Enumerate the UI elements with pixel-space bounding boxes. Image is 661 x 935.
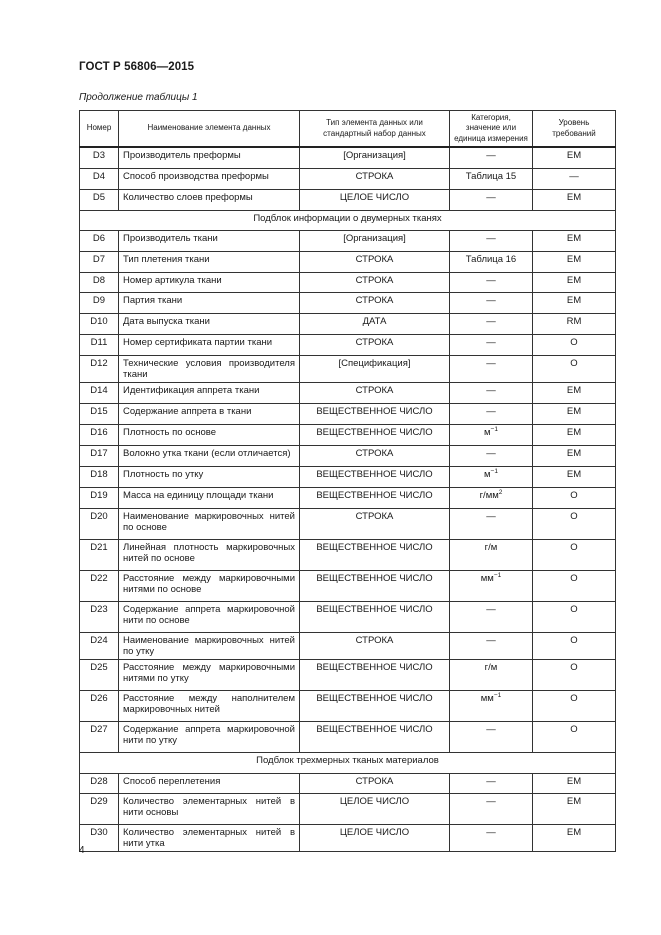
cell-category	[450, 721, 533, 752]
cell-level: EM	[533, 773, 616, 793]
category-value: —	[486, 447, 496, 459]
cell-name: Количество элементарных нитей в нити утка	[119, 824, 300, 851]
data-elements-table	[79, 110, 616, 852]
table-row	[80, 466, 616, 487]
cell-name: Масса на единицу площади ткани	[119, 487, 300, 508]
cell-name: Содержание аппрета в ткани	[119, 403, 300, 424]
category-value: г/мм	[479, 489, 499, 501]
cell-level: EM	[533, 189, 616, 210]
cell-name: Тип плетения ткани	[119, 251, 300, 272]
cell-level: EM	[533, 824, 616, 851]
table-row	[80, 424, 616, 445]
cell-category	[450, 601, 533, 632]
cell-level: O	[533, 487, 616, 508]
cell-type: СТРОКА	[300, 168, 450, 189]
cell-type: ДАТА	[300, 313, 450, 334]
cell-number: D9	[80, 292, 119, 313]
cell-type: ВЕЩЕСТВЕННОЕ ЧИСЛО	[300, 659, 450, 690]
cell-name: Номер артикула ткани	[119, 272, 300, 292]
column-header-level: Уровень требований	[533, 111, 616, 148]
category-value: мм	[480, 572, 494, 584]
cell-category	[450, 382, 533, 403]
cell-category	[450, 487, 533, 508]
cell-name: Номер сертификата партии ткани	[119, 334, 300, 355]
cell-type: СТРОКА	[300, 508, 450, 539]
cell-type: СТРОКА	[300, 272, 450, 292]
category-value: —	[486, 384, 496, 396]
cell-type: ВЕЩЕСТВЕННОЕ ЧИСЛО	[300, 424, 450, 445]
cell-number: D24	[80, 632, 119, 659]
table-row	[80, 690, 616, 721]
category-value: Таблица 15	[465, 170, 517, 182]
table-row	[80, 793, 616, 824]
table-row	[80, 487, 616, 508]
cell-number: D15	[80, 403, 119, 424]
table-row	[80, 773, 616, 793]
table-row	[80, 230, 616, 251]
category-value: —	[486, 405, 496, 417]
cell-number: D23	[80, 601, 119, 632]
cell-category	[450, 168, 533, 189]
table-row	[80, 721, 616, 752]
column-header-category: Категория, значение или единица измерения	[450, 111, 533, 148]
cell-type: ВЕЩЕСТВЕННОЕ ЧИСЛО	[300, 570, 450, 601]
cell-name: Расстояние между наполнителем маркировочных нитей	[119, 690, 300, 721]
cell-category	[450, 539, 533, 570]
category-value: Таблица 16	[465, 253, 517, 265]
cell-type: ВЕЩЕСТВЕННОЕ ЧИСЛО	[300, 403, 450, 424]
cell-type: [Спецификация]	[300, 355, 450, 382]
table-row	[80, 147, 616, 168]
cell-type: СТРОКА	[300, 632, 450, 659]
table-row	[80, 659, 616, 690]
cell-category	[450, 508, 533, 539]
cell-name: Наименование маркировочных нитей по утку	[119, 632, 300, 659]
cell-level: EM	[533, 147, 616, 168]
cell-type: СТРОКА	[300, 445, 450, 466]
cell-type: ВЕЩЕСТВЕННОЕ ЧИСЛО	[300, 466, 450, 487]
cell-number: D11	[80, 334, 119, 355]
table-row	[80, 334, 616, 355]
cell-number: D18	[80, 466, 119, 487]
cell-level: O	[533, 334, 616, 355]
cell-number: D17	[80, 445, 119, 466]
table-row	[80, 355, 616, 382]
table-row	[80, 168, 616, 189]
cell-type: СТРОКА	[300, 292, 450, 313]
cell-type: ВЕЩЕСТВЕННОЕ ЧИСЛО	[300, 690, 450, 721]
table-row	[80, 570, 616, 601]
unit-exponent: 2	[498, 488, 503, 496]
page-number: 4	[79, 845, 85, 856]
cell-type: [Организация]	[300, 230, 450, 251]
table-row	[80, 313, 616, 334]
cell-level: O	[533, 632, 616, 659]
cell-type: СТРОКА	[300, 251, 450, 272]
cell-level: O	[533, 570, 616, 601]
cell-category	[450, 272, 533, 292]
table-row	[80, 382, 616, 403]
category-value: —	[486, 634, 496, 646]
category-value: м	[484, 426, 491, 438]
cell-type: СТРОКА	[300, 382, 450, 403]
cell-number: D26	[80, 690, 119, 721]
cell-category	[450, 292, 533, 313]
cell-type: ВЕЩЕСТВЕННОЕ ЧИСЛО	[300, 487, 450, 508]
cell-number: D21	[80, 539, 119, 570]
cell-category	[450, 773, 533, 793]
cell-level: EM	[533, 424, 616, 445]
category-value: —	[486, 826, 496, 838]
category-value: —	[486, 336, 496, 348]
category-value: мм	[480, 692, 494, 704]
cell-type: ВЕЩЕСТВЕННОЕ ЧИСЛО	[300, 721, 450, 752]
column-header-number: Номер	[80, 111, 119, 148]
cell-name: Наименование маркировочных нитей по основе	[119, 508, 300, 539]
category-value: м	[484, 468, 491, 480]
cell-level: EM	[533, 230, 616, 251]
cell-name: Количество элементарных нитей в нити основы	[119, 793, 300, 824]
cell-level: O	[533, 601, 616, 632]
cell-name: Расстояние между маркировочными нитями по основе	[119, 570, 300, 601]
cell-number: D22	[80, 570, 119, 601]
cell-name: Способ переплетения	[119, 773, 300, 793]
cell-category	[450, 403, 533, 424]
cell-level: EM	[533, 382, 616, 403]
cell-level: EM	[533, 445, 616, 466]
column-header-type: Тип элемента данных или стандартный набор данных	[300, 111, 450, 148]
table-row	[80, 272, 616, 292]
section-title: Подблок трехмерных тканых материалов	[80, 752, 616, 773]
cell-category	[450, 355, 533, 382]
cell-category	[450, 570, 533, 601]
cell-number: D3	[80, 147, 119, 168]
cell-number: D25	[80, 659, 119, 690]
cell-level: O	[533, 721, 616, 752]
table-row	[80, 403, 616, 424]
table-body	[80, 147, 616, 851]
cell-level: O	[533, 355, 616, 382]
cell-level: O	[533, 690, 616, 721]
cell-number: D4	[80, 168, 119, 189]
cell-number: D30	[80, 824, 119, 851]
cell-number: D12	[80, 355, 119, 382]
cell-name: Партия ткани	[119, 292, 300, 313]
cell-category	[450, 793, 533, 824]
cell-category	[450, 445, 533, 466]
cell-name: Способ производства преформы	[119, 168, 300, 189]
table-row	[80, 292, 616, 313]
cell-category	[450, 824, 533, 851]
cell-level: O	[533, 659, 616, 690]
cell-name: Плотность по утку	[119, 466, 300, 487]
table-row	[80, 539, 616, 570]
cell-number: D14	[80, 382, 119, 403]
category-value: —	[486, 294, 496, 306]
cell-category	[450, 690, 533, 721]
cell-number: D28	[80, 773, 119, 793]
cell-category	[450, 189, 533, 210]
table-row	[80, 632, 616, 659]
cell-type: СТРОКА	[300, 334, 450, 355]
table-row	[80, 251, 616, 272]
table-header-row	[80, 111, 616, 148]
table-row	[80, 508, 616, 539]
cell-type: ЦЕЛОЕ ЧИСЛО	[300, 189, 450, 210]
table-continuation-caption: Продолжение таблицы 1	[79, 92, 198, 103]
column-header-name: Наименование элемента данных	[119, 111, 300, 148]
cell-category	[450, 632, 533, 659]
cell-level: RM	[533, 313, 616, 334]
cell-level: —	[533, 168, 616, 189]
table-row	[80, 445, 616, 466]
category-value: —	[486, 603, 496, 615]
cell-level: O	[533, 508, 616, 539]
table-section-row	[80, 210, 616, 230]
cell-level: EM	[533, 272, 616, 292]
category-value: —	[486, 723, 496, 735]
cell-category	[450, 147, 533, 168]
cell-type: ВЕЩЕСТВЕННОЕ ЧИСЛО	[300, 601, 450, 632]
cell-name: Расстояние между маркировочными нитями по утку	[119, 659, 300, 690]
category-value: —	[486, 315, 496, 327]
cell-level: EM	[533, 251, 616, 272]
category-value: г/м	[484, 541, 498, 553]
cell-category	[450, 251, 533, 272]
cell-name: Содержание аппрета маркировочной нити по утку	[119, 721, 300, 752]
category-value: —	[486, 274, 496, 286]
cell-name: Содержание аппрета маркировочной нити по основе	[119, 601, 300, 632]
unit-exponent: −1	[493, 571, 502, 579]
cell-number: D16	[80, 424, 119, 445]
cell-number: D20	[80, 508, 119, 539]
category-value: —	[486, 150, 496, 161]
cell-number: D5	[80, 189, 119, 210]
cell-name: Производитель преформы	[119, 147, 300, 168]
cell-name: Количество слоев преформы	[119, 189, 300, 210]
category-value: г/м	[484, 661, 498, 673]
cell-level: EM	[533, 793, 616, 824]
cell-category	[450, 659, 533, 690]
category-value: —	[486, 191, 496, 203]
category-value: —	[486, 510, 496, 522]
category-value: —	[486, 357, 496, 369]
table-row	[80, 189, 616, 210]
cell-level: EM	[533, 466, 616, 487]
cell-category	[450, 313, 533, 334]
cell-number: D8	[80, 272, 119, 292]
unit-exponent: −1	[490, 467, 498, 475]
cell-category	[450, 334, 533, 355]
cell-name: Плотность по основе	[119, 424, 300, 445]
unit-exponent: −1	[493, 691, 502, 699]
table-row	[80, 824, 616, 851]
cell-number: D10	[80, 313, 119, 334]
cell-name: Производитель ткани	[119, 230, 300, 251]
cell-category	[450, 424, 533, 445]
cell-type: [Организация]	[300, 147, 450, 168]
cell-number: D29	[80, 793, 119, 824]
table-row	[80, 601, 616, 632]
cell-type: ЦЕЛОЕ ЧИСЛО	[300, 793, 450, 824]
cell-type: ЦЕЛОЕ ЧИСЛО	[300, 824, 450, 851]
cell-name: Линейная плотность маркировочных нитей по основе	[119, 539, 300, 570]
cell-number: D7	[80, 251, 119, 272]
table-section-row	[80, 752, 616, 773]
cell-number: D27	[80, 721, 119, 752]
category-value: —	[486, 795, 496, 807]
cell-name: Технические условия производителя ткани	[119, 355, 300, 382]
cell-number: D6	[80, 230, 119, 251]
cell-number: D19	[80, 487, 119, 508]
cell-level: O	[533, 539, 616, 570]
standard-title: ГОСТ Р 56806—2015	[79, 61, 195, 73]
cell-category	[450, 466, 533, 487]
category-value: —	[486, 232, 496, 244]
cell-name: Идентификация аппрета ткани	[119, 382, 300, 403]
cell-name: Дата выпуска ткани	[119, 313, 300, 334]
section-title: Подблок информации о двумерных тканях	[80, 210, 616, 230]
cell-type: ВЕЩЕСТВЕННОЕ ЧИСЛО	[300, 539, 450, 570]
category-value: —	[486, 775, 496, 787]
unit-exponent: −1	[490, 425, 498, 433]
cell-category	[450, 230, 533, 251]
cell-type: СТРОКА	[300, 773, 450, 793]
cell-name: Волокно утка ткани (если отличается)	[119, 445, 300, 466]
cell-level: EM	[533, 403, 616, 424]
cell-level: EM	[533, 292, 616, 313]
